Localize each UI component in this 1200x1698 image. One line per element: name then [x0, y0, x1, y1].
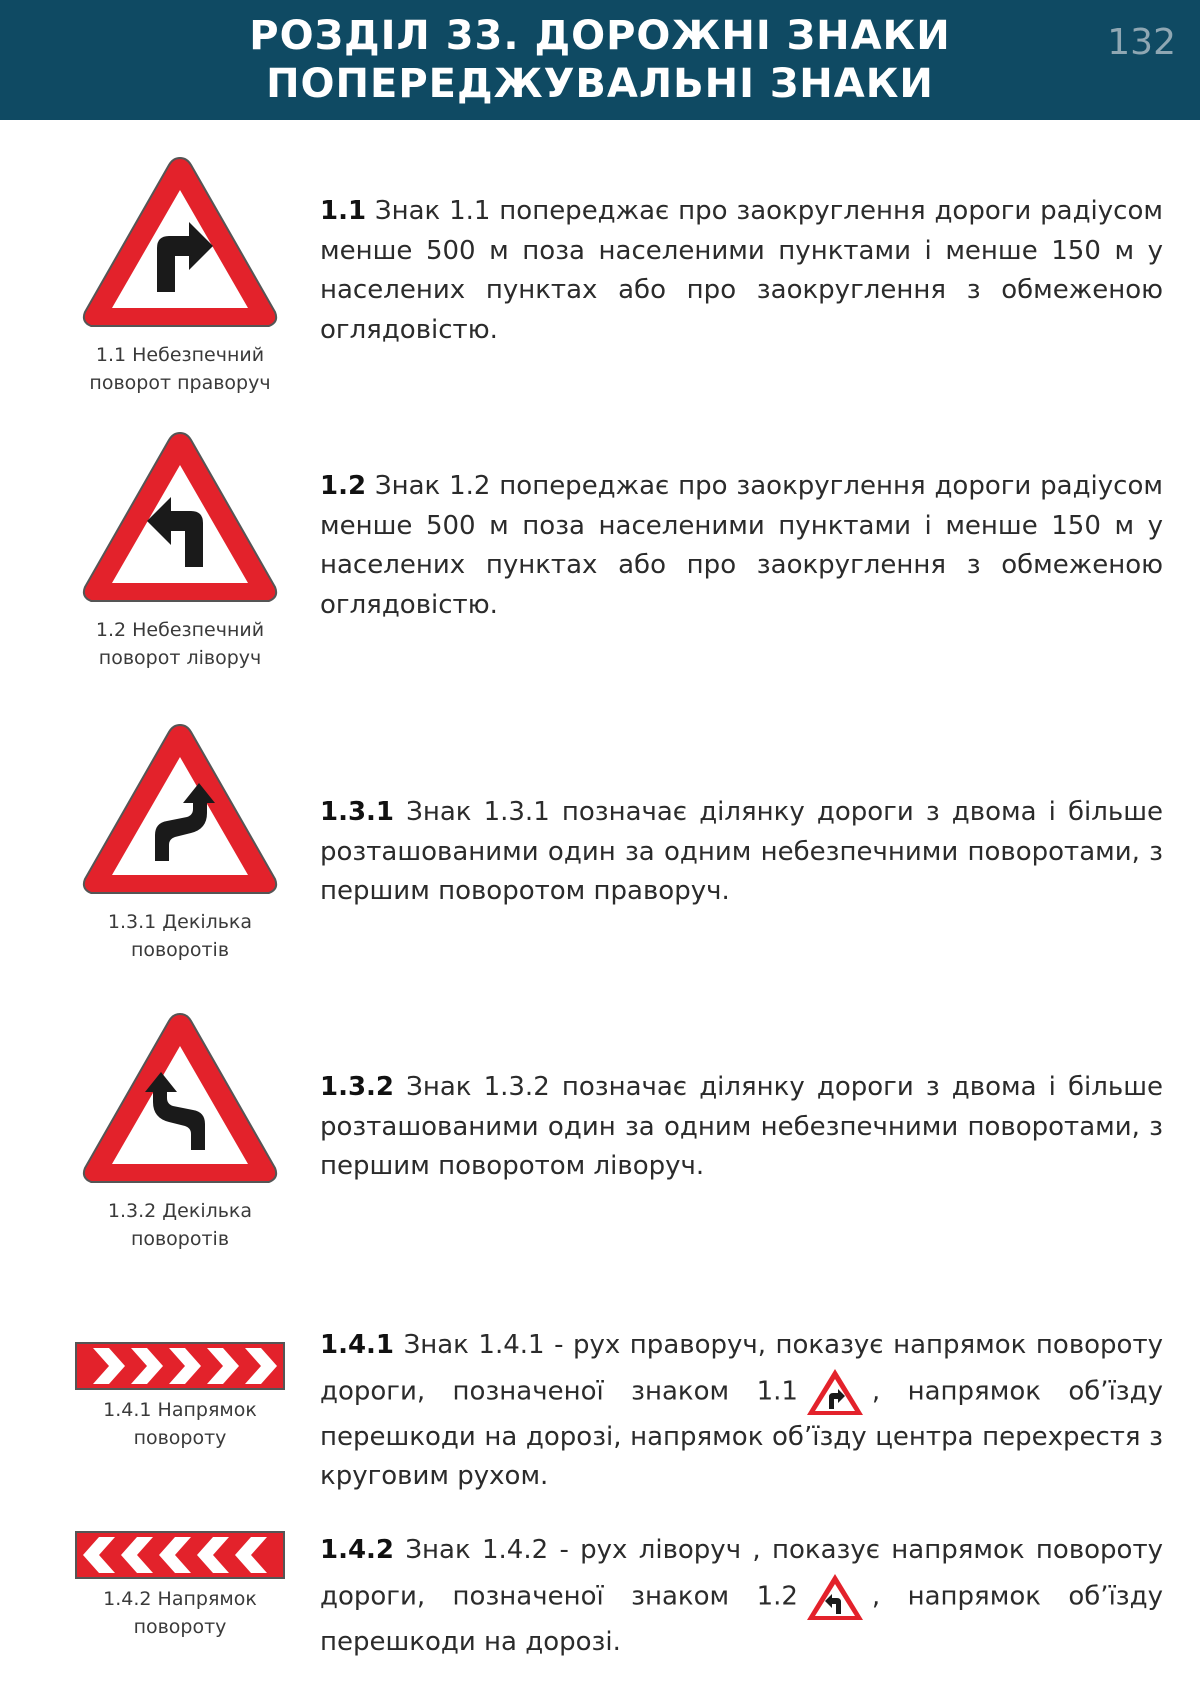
sign-number: 1.4.2 — [320, 1535, 395, 1565]
sign-text-before: Знак 1.4.1 - рух праворуч, показує напрямок повороту дороги, позначеної знаком 1.1 — [320, 1330, 1163, 1406]
several-turns-left-sign-icon — [75, 1006, 285, 1191]
sign-number: 1.1 — [320, 196, 367, 226]
sign-figure — [70, 1006, 290, 1253]
sign-description — [320, 1326, 1163, 1497]
sign-text: Знак 1.3.1 позначає ділянку дороги з двома і більше розташованими один за одним небезпечними поворотами, з першим поворотом праворуч. — [320, 797, 1163, 906]
sign-caption — [70, 341, 290, 397]
caption-line: повороту — [133, 1616, 227, 1638]
sign-figure — [70, 425, 290, 672]
inline-turn-left-sign-icon — [804, 1571, 866, 1623]
sign-text: Знак 1.2 попереджає про заокруглення дороги радіусом менше 500 м поза населеними пунктами і менше 150 м у населених пунктах або про заокруглення з обмеженою оглядовістю. — [320, 471, 1163, 620]
sign-figure — [70, 717, 290, 964]
caption-line: 1.4.1 Напрямок — [103, 1399, 257, 1421]
caption-line: поворотів — [130, 939, 230, 961]
sign-text: Знак 1.3.2 позначає ділянку дороги з двома і більше розташованими один за одним небезпечними поворотами, з першим поворотом ліворуч. — [320, 1072, 1163, 1181]
caption-line: 1.1 Небезпечний — [95, 344, 265, 366]
caption-line: 1.3.1 Декілька — [107, 911, 253, 933]
caption-line: 1.3.2 Декілька — [107, 1200, 253, 1222]
sign-text: Знак 1.1 попереджає про заокруглення дороги радіусом менше 500 м поза населеними пунктами і менше 150 м у населених пунктах або про заокруглення з обмеженою оглядовістю. — [320, 196, 1163, 345]
dangerous-turn-left-sign-icon — [75, 425, 285, 610]
section-title-line2: ПОПЕРЕДЖУВАЛЬНІ ЗНАКИ — [266, 61, 934, 107]
sign-description — [320, 467, 1163, 625]
caption-line: поворот праворуч — [89, 372, 271, 394]
sign-text-before: Знак 1.4.2 - рух ліворуч , показує напрямок повороту дороги, позначеної знаком 1.2 — [320, 1535, 1163, 1611]
inline-turn-right-sign-icon — [804, 1366, 866, 1418]
sign-caption — [70, 908, 290, 964]
caption-line: 1.2 Небезпечний — [95, 619, 265, 641]
sign-text-after: , напрямок об’їзду перешкоди на дорозі. — [320, 1581, 1163, 1657]
sign-number: 1.3.1 — [320, 797, 395, 827]
sign-caption — [70, 1197, 290, 1253]
sign-caption — [70, 1585, 290, 1641]
dangerous-turn-right-sign-icon — [75, 150, 285, 335]
page-number: 132 — [1107, 22, 1176, 63]
sign-number: 1.3.2 — [320, 1072, 395, 1102]
sign-description — [320, 192, 1163, 350]
section-title-line1: РОЗДІЛ 33. ДОРОЖНІ ЗНАКИ — [249, 13, 951, 59]
sign-number: 1.4.1 — [320, 1330, 395, 1360]
section-title — [0, 12, 1200, 108]
page-header — [0, 0, 1200, 120]
sign-caption — [70, 616, 290, 672]
several-turns-right-sign-icon — [75, 717, 285, 902]
turn-direction-left-chevron-icon — [75, 1531, 285, 1579]
caption-line: поворотів — [130, 1228, 230, 1250]
caption-line: поворот ліворуч — [98, 647, 262, 669]
sign-figure — [70, 1342, 290, 1452]
sign-number: 1.2 — [320, 471, 367, 501]
sign-figure — [70, 1531, 290, 1641]
sign-description — [320, 1068, 1163, 1187]
sign-caption — [70, 1396, 290, 1452]
sign-description — [320, 793, 1163, 912]
turn-direction-right-chevron-icon — [75, 1342, 285, 1390]
caption-line: 1.4.2 Напрямок — [103, 1588, 257, 1610]
sign-figure — [70, 150, 290, 397]
sign-text-after: , напрямок об’їзду перешкоди на дорозі, напрямок об’їзду центра перехрестя з круговим рухом. — [320, 1376, 1163, 1491]
caption-line: повороту — [133, 1427, 227, 1449]
sign-description — [320, 1531, 1163, 1662]
